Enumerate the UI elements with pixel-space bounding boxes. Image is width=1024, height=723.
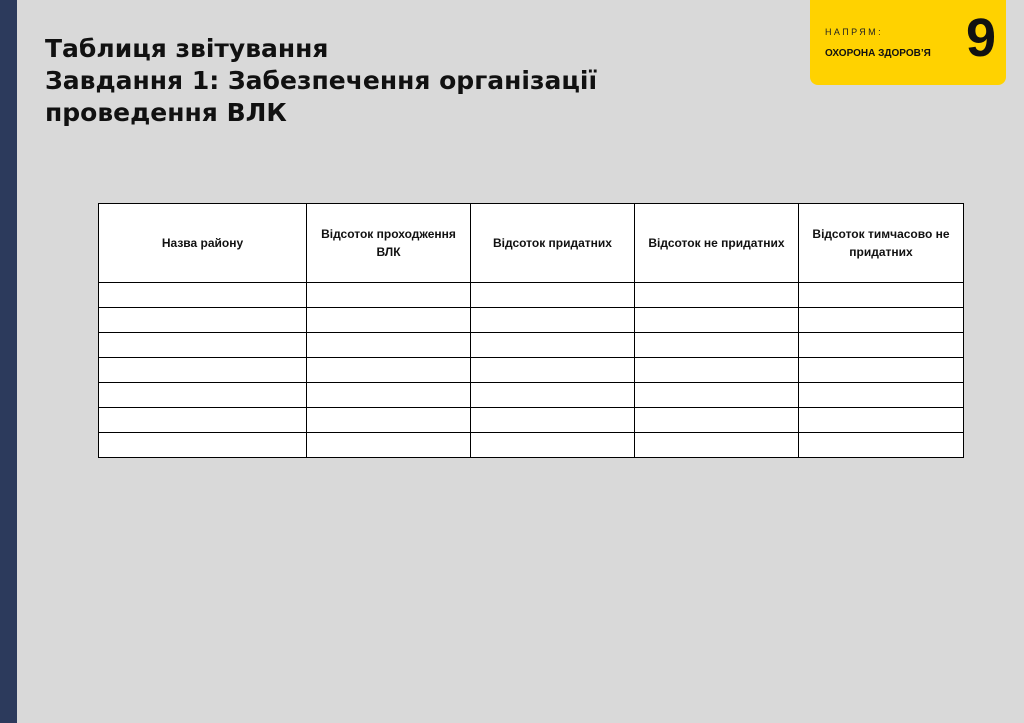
title-line-2: Завдання 1: Забезпечення організації [45, 66, 598, 95]
table-cell[interactable] [635, 308, 799, 333]
table-cell[interactable] [307, 383, 471, 408]
table-cell[interactable] [471, 308, 635, 333]
title-line-1: Таблиця звітування [45, 34, 329, 63]
table-cell[interactable] [799, 283, 964, 308]
table-cell[interactable] [799, 408, 964, 433]
table-cell[interactable] [99, 408, 307, 433]
page-title [45, 33, 765, 129]
table-row [99, 308, 964, 333]
table-cell[interactable] [471, 333, 635, 358]
column-header-temporarily-unfit: Відсоток тимчасово не придатних [799, 204, 964, 283]
table-cell[interactable] [471, 358, 635, 383]
table-cell[interactable] [471, 433, 635, 458]
table-cell[interactable] [307, 433, 471, 458]
table-cell[interactable] [799, 308, 964, 333]
table-cell[interactable] [635, 433, 799, 458]
table-cell[interactable] [99, 383, 307, 408]
table-cell[interactable] [471, 283, 635, 308]
table-cell[interactable] [307, 333, 471, 358]
table-cell[interactable] [799, 358, 964, 383]
table-cell[interactable] [307, 358, 471, 383]
table-cell[interactable] [307, 308, 471, 333]
table-row [99, 358, 964, 383]
badge-caption: НАПРЯМ: [825, 27, 883, 37]
direction-badge [810, 0, 1006, 85]
table-cell[interactable] [99, 358, 307, 383]
table-cell[interactable] [799, 383, 964, 408]
table-cell[interactable] [471, 408, 635, 433]
table-cell[interactable] [635, 283, 799, 308]
column-header-vlk-completion: Відсоток проходження ВЛК [307, 204, 471, 283]
table-cell[interactable] [307, 283, 471, 308]
table-row [99, 283, 964, 308]
table-cell[interactable] [635, 333, 799, 358]
table-cell[interactable] [99, 308, 307, 333]
table-cell[interactable] [799, 433, 964, 458]
badge-topic: ОХОРОНА ЗДОРОВ’Я [825, 48, 931, 59]
table-cell[interactable] [99, 433, 307, 458]
table-cell[interactable] [635, 358, 799, 383]
title-line-3: проведення ВЛК [45, 98, 287, 127]
table-row [99, 433, 964, 458]
table-row [99, 383, 964, 408]
table-cell[interactable] [471, 383, 635, 408]
left-accent-bar [0, 0, 17, 723]
table-cell[interactable] [99, 283, 307, 308]
column-header-fit: Відсоток придатних [471, 204, 635, 283]
report-table [98, 203, 964, 458]
column-header-unfit: Відсоток не придатних [635, 204, 799, 283]
table-row [99, 408, 964, 433]
column-header-district: Назва району [99, 204, 307, 283]
table-cell[interactable] [799, 333, 964, 358]
table-header-row [99, 204, 964, 283]
table-cell[interactable] [635, 383, 799, 408]
table-cell[interactable] [307, 408, 471, 433]
badge-number: 9 [965, 8, 996, 68]
table-cell[interactable] [635, 408, 799, 433]
table-row [99, 333, 964, 358]
table-cell[interactable] [99, 333, 307, 358]
